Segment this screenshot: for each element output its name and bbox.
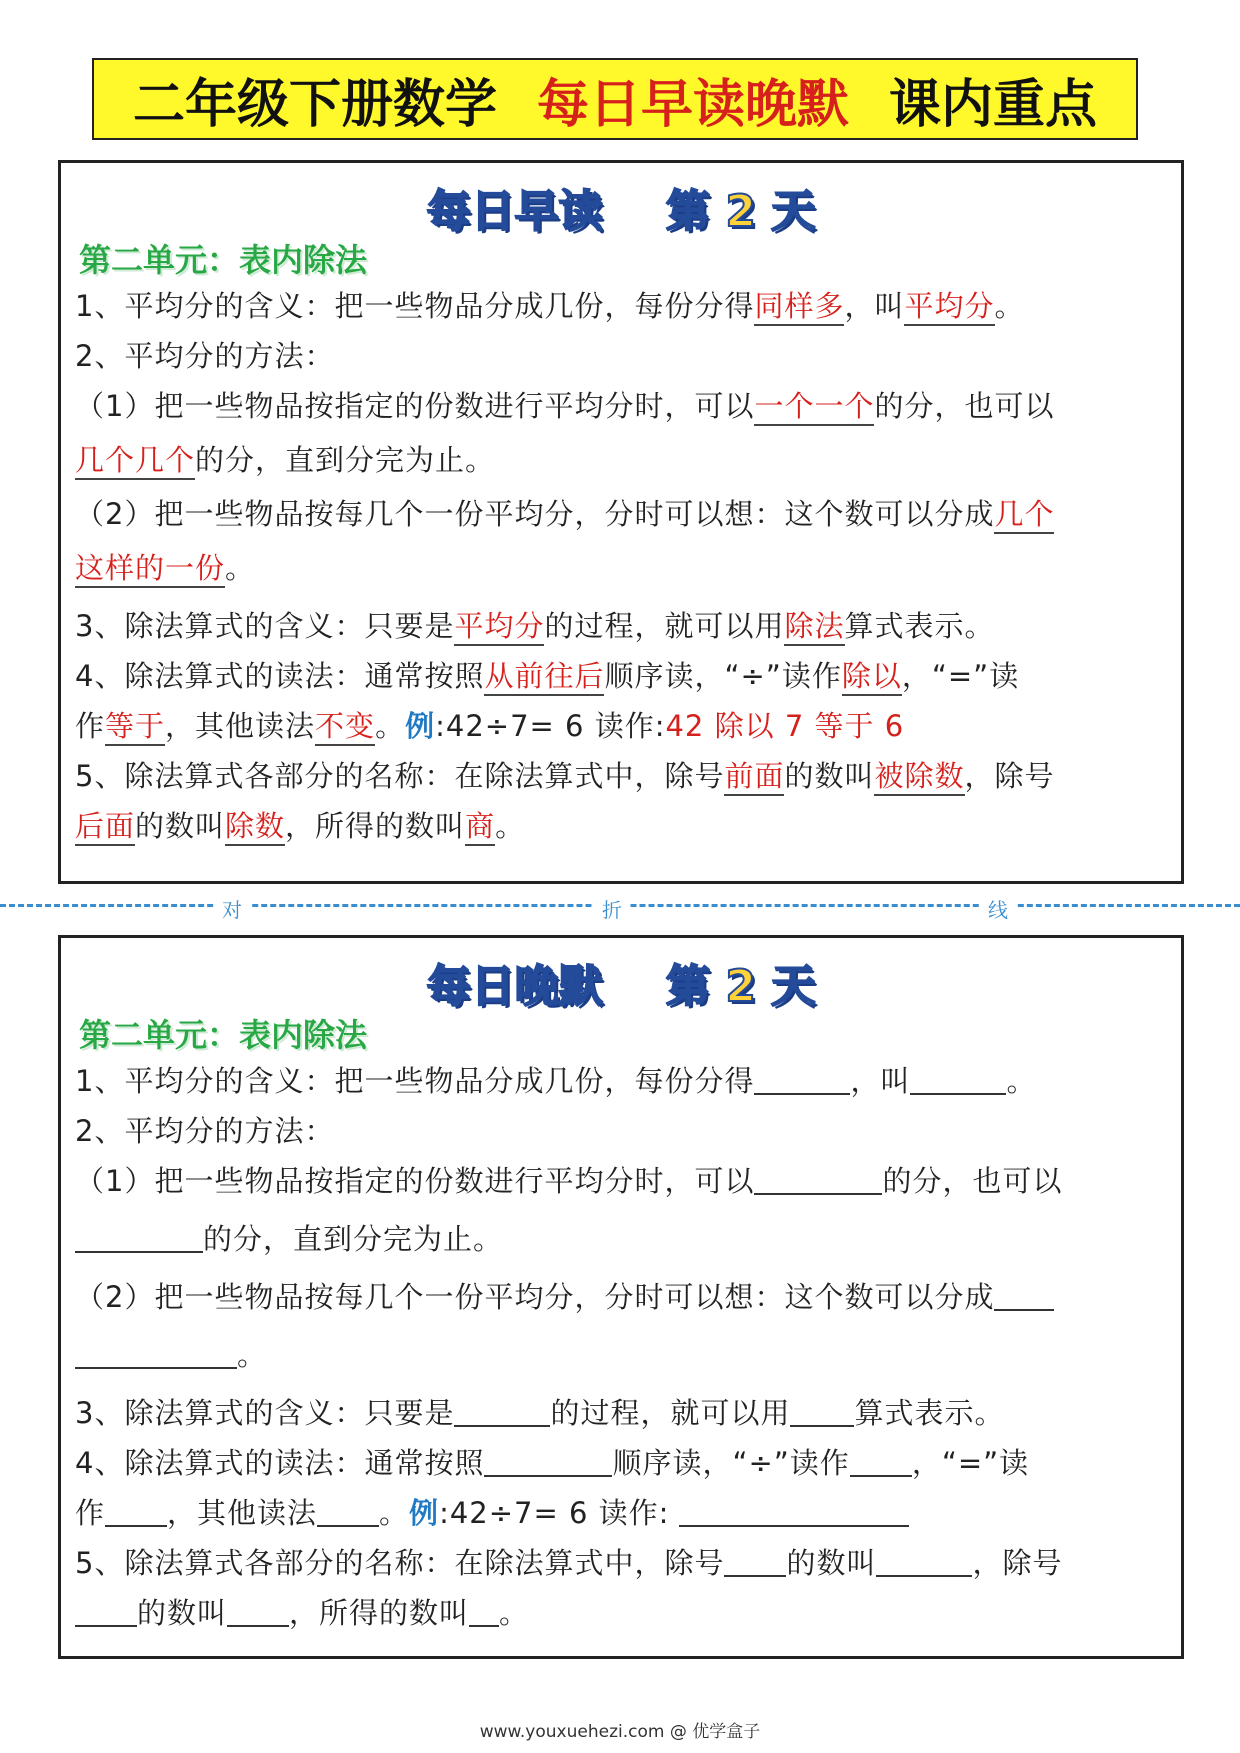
text: （2）把一些物品按每几个一份平均分，分时可以想：这个数可以分成 (75, 497, 995, 531)
text: （2）把一些物品按每几个一份平均分，分时可以想：这个数可以分成 (75, 1280, 995, 1314)
text: 算式表示。 (844, 609, 995, 643)
text: 3、除法算式的含义：只要是 (75, 1396, 455, 1430)
text: ，所得的数叫 (285, 809, 466, 843)
text: 的分，直到分完为止。 (203, 1222, 504, 1256)
text: ，“=”读 (911, 1446, 1030, 1480)
text: 。 (379, 1496, 410, 1530)
evening-content (75, 1056, 1169, 1638)
answer: 商 (465, 809, 495, 846)
point-2-2 (75, 1272, 1169, 1322)
answer: 几个 (994, 497, 1054, 534)
answer: 被除数 (874, 759, 964, 796)
text: 1、平均分的含义：把一些物品分成几份，每份分得 (75, 1064, 755, 1098)
point-1 (75, 281, 1169, 331)
answer: 同样多 (754, 289, 844, 326)
blank[interactable] (469, 1591, 499, 1627)
answer: 除法 (784, 609, 844, 646)
answer: 后面 (75, 809, 135, 846)
text: ，除号 (972, 1546, 1063, 1580)
text: 4、除法算式的读法：通常按照 (75, 659, 485, 693)
example-label: 例 (409, 1496, 440, 1530)
text: ，所得的数叫 (289, 1596, 470, 1630)
blank[interactable] (317, 1491, 379, 1527)
blank[interactable] (75, 1591, 137, 1627)
evening-day-label: 第 2 天 (666, 961, 816, 1012)
point-5-cont (75, 1588, 1169, 1638)
title-grade: 二年级下册数学 (132, 73, 497, 135)
blank[interactable] (484, 1441, 612, 1477)
blank[interactable] (227, 1591, 289, 1627)
text: ，其他读法 (167, 1496, 318, 1530)
point-5 (75, 1538, 1169, 1588)
text: 的数叫 (137, 1596, 228, 1630)
point-4 (75, 1438, 1169, 1488)
footer-watermark: www.youxuehezi.com @ 优学盒子 (479, 1722, 761, 1742)
text: 。 (237, 1338, 268, 1372)
text: ，除号 (964, 759, 1055, 793)
answer: 前面 (724, 759, 784, 796)
example-label: 例 (405, 709, 436, 743)
text: 。 (225, 551, 256, 585)
fold-label-1: 对 (214, 894, 250, 923)
evening-unit-heading: 第二单元：表内除法 (79, 1016, 368, 1054)
answer: 几个几个 (75, 443, 195, 480)
text: 4、除法算式的读法：通常按照 (75, 1446, 485, 1480)
morning-content (75, 281, 1169, 851)
text: :42÷7= 6 读作: (439, 1496, 670, 1530)
point-5-cont (75, 801, 1169, 851)
answer: 除数 (225, 809, 285, 846)
text: :42÷7= 6 读作: (435, 709, 666, 743)
title-key-points: 课内重点 (889, 73, 1098, 135)
point-2-1-cont (75, 1214, 1169, 1264)
evening-banner (61, 950, 1181, 1014)
point-2-1-cont (75, 435, 1169, 485)
text: 。 (495, 809, 526, 843)
text: （1）把一些物品按指定的份数进行平均分时，可以 (75, 389, 755, 423)
text: 。 (1006, 1064, 1037, 1098)
point-1 (75, 1056, 1169, 1106)
evening-banner-label: 每日晚默 (426, 961, 603, 1012)
blank[interactable] (876, 1541, 972, 1577)
text: 顺序读，“÷”读作 (612, 1446, 850, 1480)
text: 顺序读，“÷”读作 (604, 659, 842, 693)
blank[interactable] (679, 1491, 909, 1527)
text: 作 (75, 709, 106, 743)
text: 的数叫 (784, 759, 875, 793)
text: 的分，也可以 (882, 1164, 1063, 1198)
text: 5、除法算式各部分的名称：在除法算式中，除号 (75, 759, 725, 793)
morning-unit-heading: 第二单元：表内除法 (79, 241, 368, 279)
fold-label-3: 线 (980, 894, 1016, 923)
blank[interactable] (754, 1059, 850, 1095)
morning-banner-label: 每日早读 (426, 186, 603, 237)
text: 的分，直到分完为止。 (195, 443, 496, 477)
answer: 42 除以 7 等于 6 (665, 709, 905, 743)
point-2-2 (75, 489, 1169, 539)
blank[interactable] (790, 1391, 854, 1427)
text: ，“=”读 (901, 659, 1020, 693)
morning-reading-panel (58, 160, 1184, 884)
text: 作 (75, 1496, 106, 1530)
text: ，叫 (850, 1064, 911, 1098)
page-title (92, 58, 1138, 140)
text: ，其他读法 (165, 709, 316, 743)
answer: 从前往后 (484, 659, 604, 696)
text: 算式表示。 (854, 1396, 1005, 1430)
morning-banner (61, 175, 1181, 239)
text: 的数叫 (786, 1546, 877, 1580)
blank[interactable] (994, 1275, 1054, 1311)
text: 的过程，就可以用 (550, 1396, 791, 1430)
text: 5、除法算式各部分的名称：在除法算式中，除号 (75, 1546, 725, 1580)
text: 。 (375, 709, 406, 743)
text: 3、除法算式的含义：只要是 (75, 609, 455, 643)
answer: 不变 (315, 709, 375, 746)
text: 的过程，就可以用 (544, 609, 785, 643)
answer: 除以 (842, 659, 902, 696)
point-2-1 (75, 1156, 1169, 1206)
title-daily: 每日早读晚默 (536, 73, 849, 135)
point-4-cont (75, 1488, 1169, 1538)
point-3 (75, 1388, 1169, 1438)
point-4 (75, 651, 1169, 701)
point-2-2-cont (75, 1330, 1169, 1380)
blank[interactable] (75, 1217, 203, 1253)
point-4-cont (75, 701, 1169, 751)
point-3 (75, 601, 1169, 651)
blank[interactable] (724, 1541, 786, 1577)
text: ，叫 (844, 289, 905, 323)
text: 1、平均分的含义：把一些物品分成几份，每份分得 (75, 289, 755, 323)
answer: 一个一个 (754, 389, 874, 426)
blank[interactable] (910, 1059, 1006, 1095)
blank[interactable] (754, 1159, 882, 1195)
answer: 这样的一份 (75, 551, 225, 588)
answer: 平均分 (904, 289, 994, 326)
blank[interactable] (850, 1441, 912, 1477)
blank[interactable] (105, 1491, 167, 1527)
answer: 等于 (105, 709, 165, 746)
text: 的数叫 (135, 809, 226, 843)
blank[interactable] (75, 1333, 237, 1369)
text: 。 (994, 289, 1025, 323)
fold-label-2: 折 (594, 894, 630, 923)
text: （1）把一些物品按指定的份数进行平均分时，可以 (75, 1164, 755, 1198)
evening-dictation-panel (58, 935, 1184, 1659)
answer: 平均分 (454, 609, 544, 646)
blank[interactable] (454, 1391, 550, 1427)
text: 。 (499, 1596, 530, 1630)
text: 的分，也可以 (874, 389, 1055, 423)
point-2: 2、平均分的方法： (75, 1114, 335, 1148)
point-5 (75, 751, 1169, 801)
point-2-2-cont (75, 543, 1169, 593)
point-2-1 (75, 381, 1169, 431)
morning-day-label: 第 2 天 (666, 186, 816, 237)
point-2: 2、平均分的方法： (75, 339, 335, 373)
